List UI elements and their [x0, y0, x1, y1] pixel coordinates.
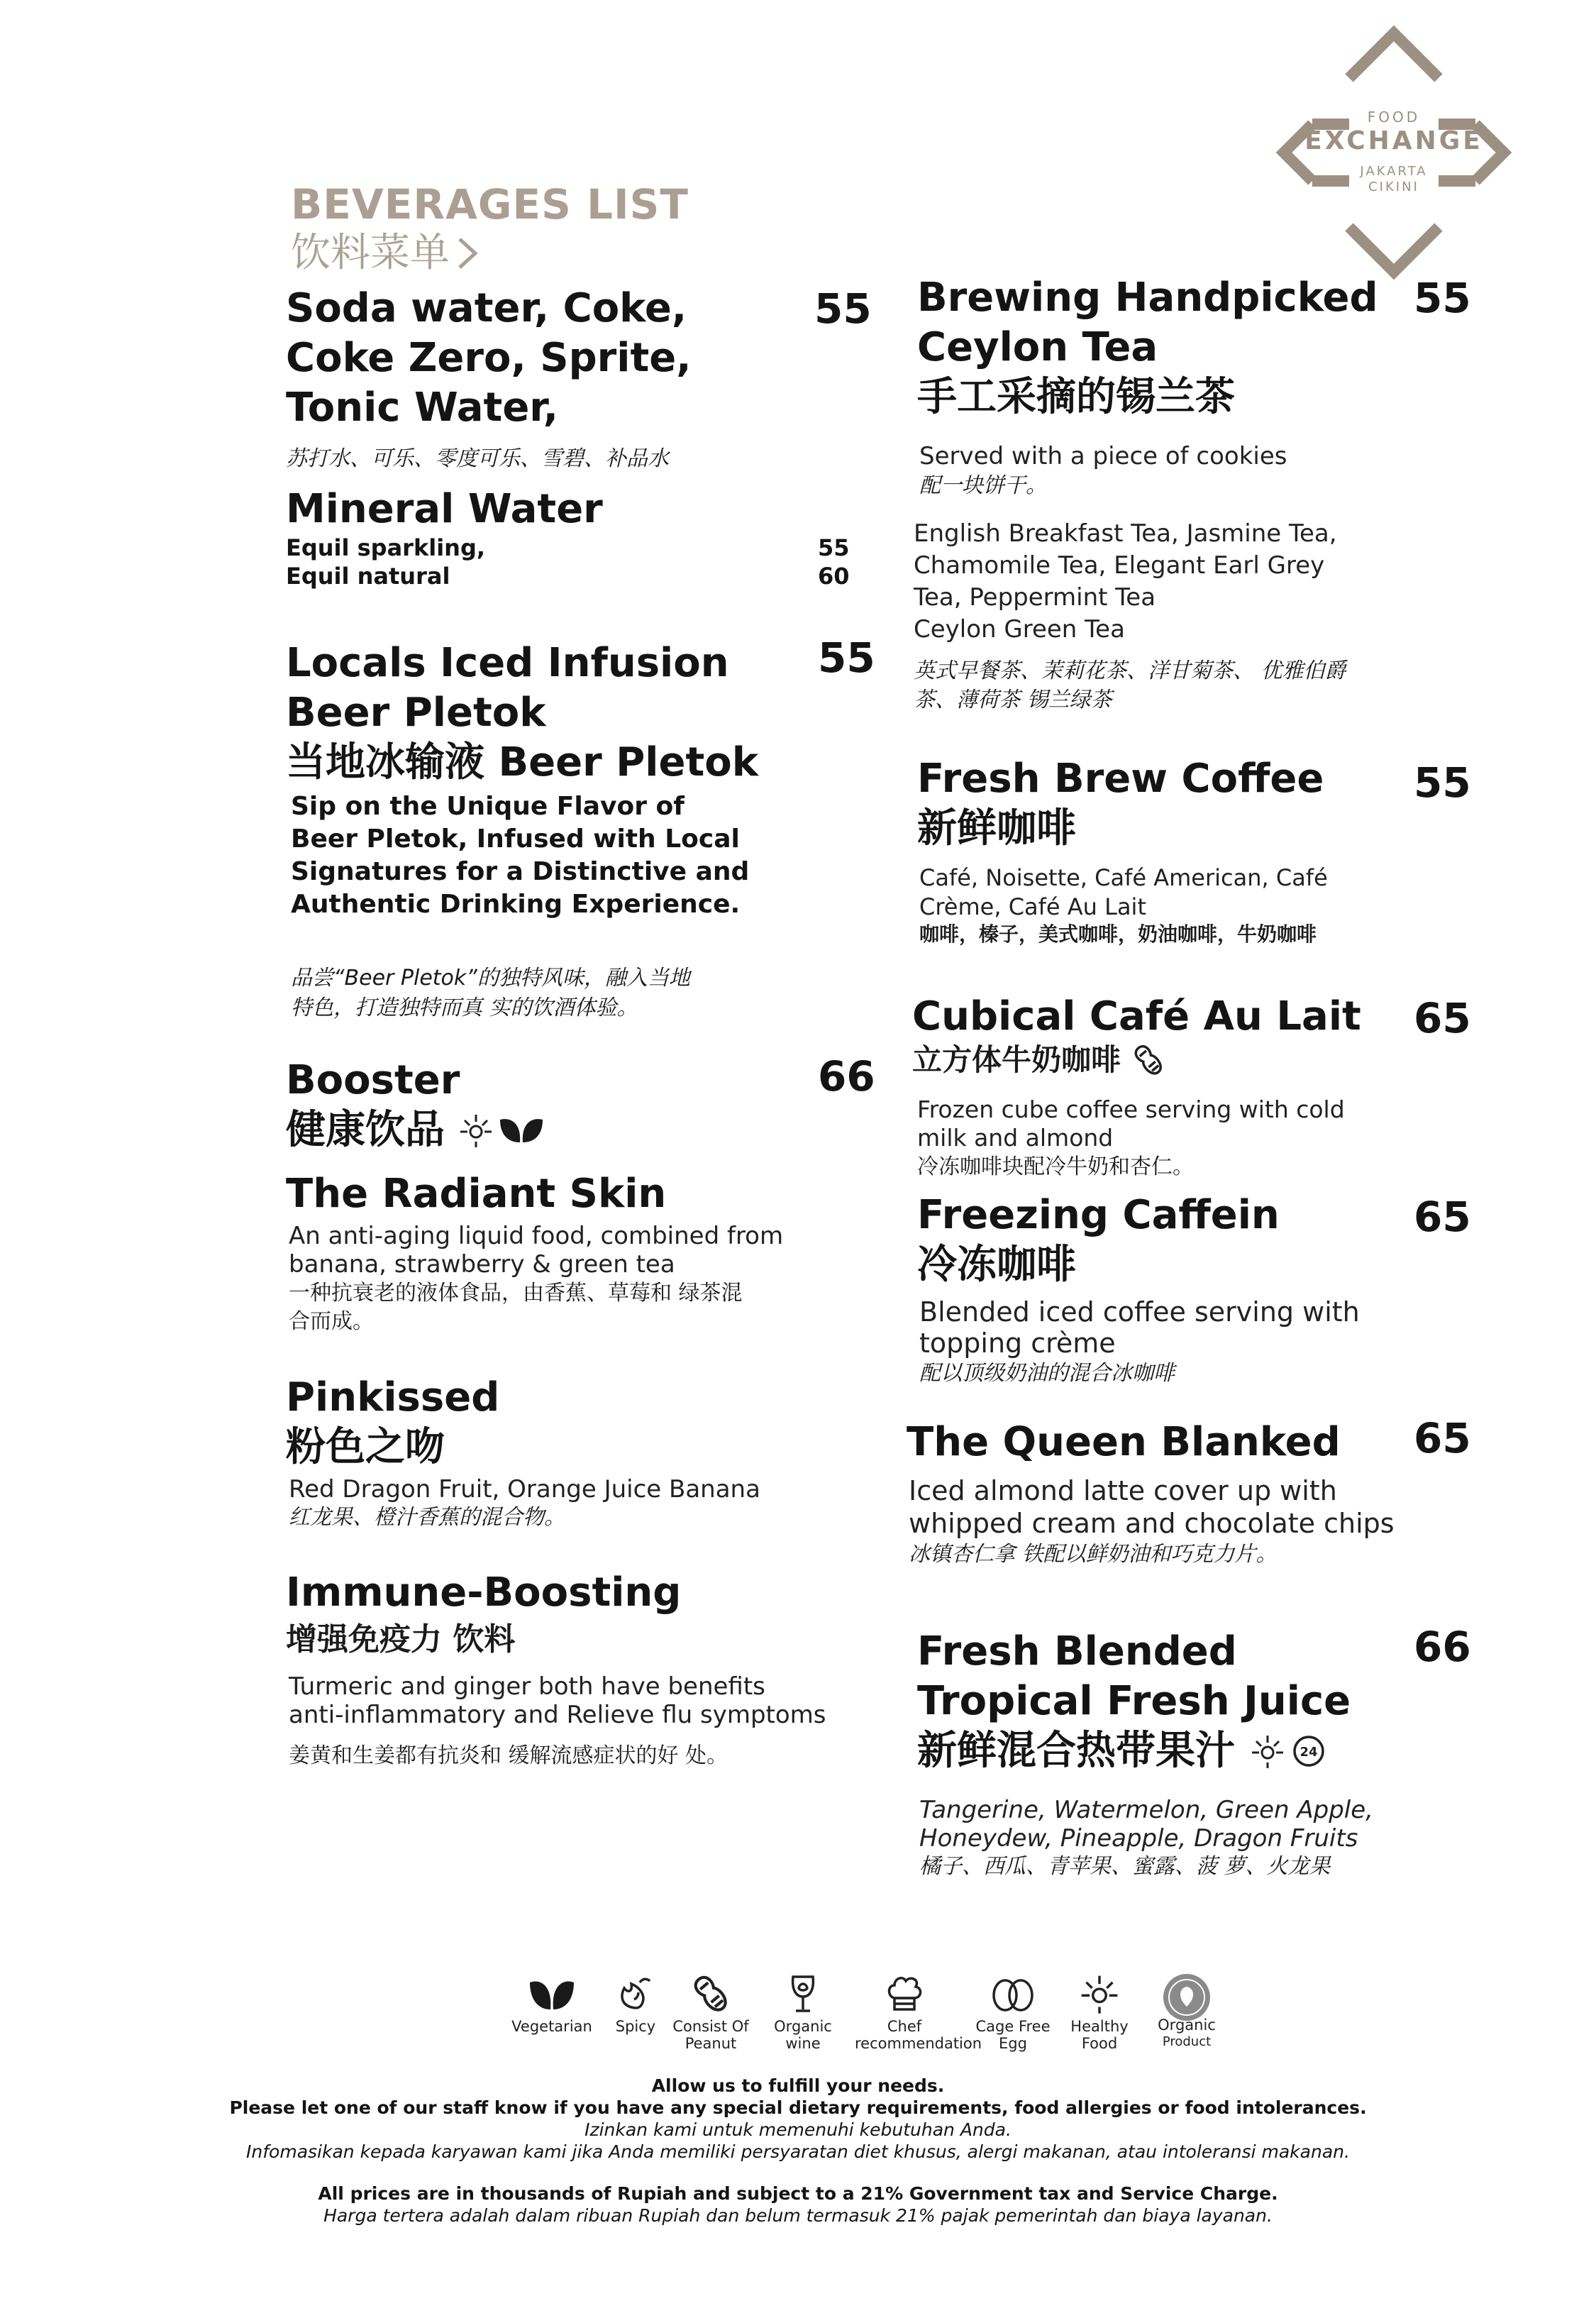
legend-egg-label-1: Cage Free [975, 2018, 1051, 2035]
legend-peanut-label-1: Consist Of [672, 2018, 749, 2035]
freezing-zh-2: 配以顶级奶油的混合冰咖啡 [919, 1361, 1175, 1386]
radiant-name: The Radiant Skin [286, 1171, 667, 1217]
legend-peanut [661, 1973, 760, 2052]
footer-line-2: Please let one of our staff know if you have any special dietary requirements, food allergies or food intolerances. [229, 2097, 1367, 2118]
egg-icon [988, 1973, 1038, 2015]
peanut-icon [689, 1973, 732, 2015]
booster-price: 66 [818, 1052, 875, 1100]
juice-name-1: Fresh Blended [917, 1628, 1237, 1675]
coffee-desc-2: Crème, Café Au Lait [919, 893, 1146, 920]
soda-zh: 苏打水、可乐、零度可乐、雪碧、补品水 [286, 446, 669, 471]
legend-healthy-label-1: Healthy [1070, 2018, 1129, 2035]
footer-line-3: Izinkan kami untuk memenuhi kebutuhan Anda. [584, 2119, 1012, 2140]
locals-desc-2: Beer Pletok, Infused with Local [291, 824, 740, 854]
immune-desc-1: Turmeric and ginger both have benefits [289, 1672, 765, 1701]
logo-line1: FOOD [1367, 109, 1421, 126]
queen-name: The Queen Blanked [907, 1419, 1341, 1465]
footer-line-6: Harga tertera adalah dalam ribuan Rupiah dan belum termasuk 21% pajak pemerintah dan biaya layanan. [323, 2205, 1273, 2226]
cubical-desc-2: milk and almond [917, 1124, 1114, 1152]
24-hour-icon [1290, 1733, 1327, 1770]
tea-zh-1: 英式早餐茶、茉莉花茶、洋甘菊茶、 优雅伯爵 [914, 658, 1346, 683]
juice-price: 66 [1414, 1623, 1471, 1671]
pinkissed-desc: Red Dragon Fruit, Orange Juice Banana [289, 1475, 760, 1504]
legend-egg-label-2: Egg [999, 2035, 1027, 2052]
organic-wine-icon [782, 1973, 824, 2015]
page-subtitle-text: 饮料菜单 [291, 230, 450, 276]
legend-organic-wine-label-1: Organic [774, 2018, 832, 2035]
legend-spicy-label: Spicy [615, 2018, 656, 2035]
footer-line-4: Infomasikan kepada karyawan kami jika Anda memiliki persyaratan diet khusus, alergi makanan, atau intoleransi makanan. [246, 2141, 1350, 2162]
locals-desc-3: Signatures for a Distinctive and [291, 857, 750, 886]
tea-name-1: Brewing Handpicked [917, 275, 1378, 321]
page-title: BEVERAGES LIST [291, 180, 689, 228]
radiant-zh-1: 一种抗衰老的液体食品，由香蕉、草莓和 绿茶混 [289, 1281, 743, 1306]
legend-egg [963, 1973, 1063, 2052]
mineral-option-1: Equil sparkling, [286, 534, 486, 561]
chevron-right-icon [455, 233, 480, 273]
soda-name-3: Tonic Water, [286, 385, 558, 431]
booster-zh-row [286, 1105, 545, 1155]
radiant-desc-1: An anti-aging liquid food, combined from [289, 1222, 784, 1250]
mineral-name: Mineral Water [286, 486, 603, 532]
coffee-desc-1: Café, Noisette, Café American, Café [919, 864, 1328, 891]
coffee-price: 55 [1414, 758, 1471, 807]
freezing-name: Freezing Caffein [917, 1192, 1280, 1238]
locals-desc-1: Sip on the Unique Flavor of [291, 792, 685, 821]
legend-vegetarian-label: Vegetarian [511, 2018, 592, 2035]
radiant-zh-2: 合而成。 [289, 1309, 374, 1334]
healthy-food-icon [458, 1112, 494, 1149]
mineral-price-1: 55 [818, 534, 850, 561]
cubical-desc-1: Frozen cube coffee serving with cold [917, 1096, 1345, 1123]
coffee-zh-2: 咖啡，榛子，美式咖啡，奶油咖啡，牛奶咖啡 [919, 922, 1317, 946]
vegetarian-icon [497, 1114, 545, 1147]
legend-chef-label-2: recommendation [855, 2035, 982, 2052]
tea-price: 55 [1414, 274, 1471, 322]
cubical-zh: 立方体牛奶咖啡 [912, 1042, 1121, 1077]
locals-zh-1: 品尝“Beer Pletok”的独特风味，融入当地 [291, 966, 690, 991]
juice-desc-1: Tangerine, Watermelon, Green Apple, [919, 1796, 1373, 1824]
vegetarian-icon [527, 1973, 577, 2015]
tea-list-4: Ceylon Green Tea [914, 615, 1125, 644]
mineral-option-2: Equil natural [286, 563, 450, 590]
logo [1270, 25, 1518, 280]
pinkissed-zh-2: 红龙果、橙汁香蕉的混合物。 [289, 1505, 565, 1530]
freezing-desc-1: Blended iced coffee serving with [919, 1296, 1360, 1328]
tea-name-3: 手工采摘的锡兰茶 [917, 374, 1235, 420]
legend-organic-wine-label-2: wine [785, 2035, 821, 2052]
locals-name-2: Beer Pletok [286, 690, 546, 736]
juice-zh-2: 橘子、西瓜、青苹果、蜜露、菠 萝、火龙果 [919, 1854, 1331, 1879]
page-subtitle [291, 228, 480, 278]
cubical-zh-row [912, 1040, 1166, 1080]
cubical-name: Cubical Café Au Lait [912, 993, 1361, 1039]
healthy-food-icon [1078, 1973, 1121, 2015]
locals-zh-2: 特色，打造独特而真 实的饮酒体验。 [291, 995, 638, 1020]
logo-line4: CIKINI [1368, 180, 1419, 194]
healthy-food-icon [1249, 1733, 1286, 1770]
soda-name-1: Soda water, Coke, [286, 285, 687, 331]
legend-organic-product-label-2: Product [1162, 2034, 1212, 2049]
locals-price: 55 [818, 634, 875, 682]
footer-line-5: All prices are in thousands of Rupiah and subject to a 21% Government tax and Service Charge. [318, 2183, 1278, 2204]
tea-zh: 配一块饼干。 [919, 473, 1047, 498]
immune-zh: 增强免疫力 饮料 [286, 1621, 516, 1657]
locals-desc-4: Authentic Drinking Experience. [291, 890, 741, 919]
queen-desc-2: whipped cream and chocolate chips [909, 1508, 1395, 1539]
freezing-desc-2: topping crème [919, 1328, 1116, 1359]
tea-desc: Served with a piece of cookies [919, 442, 1287, 470]
footer-line-1: Allow us to fulfill your needs. [651, 2075, 945, 2096]
pinkissed-name: Pinkissed [286, 1374, 500, 1420]
tea-list-3: Tea, Peppermint Tea [914, 583, 1156, 612]
tea-zh-2: 茶、薄荷茶 锡兰绿茶 [914, 688, 1112, 712]
legend-organic-product [1137, 1973, 1236, 2051]
booster-name: Booster [286, 1057, 460, 1103]
coffee-name: Fresh Brew Coffee [917, 756, 1324, 802]
legend-peanut-label-2: Peanut [685, 2035, 737, 2052]
legend-chef [855, 1973, 982, 2052]
radiant-desc-2: banana, strawberry & green tea [289, 1250, 675, 1279]
queen-price: 65 [1414, 1414, 1471, 1462]
svg-text:24: 24 [1299, 1745, 1318, 1760]
logo-line2: EXCHANGE [1304, 126, 1483, 155]
soda-name-2: Coke Zero, Sprite, [286, 335, 692, 381]
cubical-price: 65 [1414, 994, 1471, 1042]
juice-zh: 新鲜混合热带果汁 [917, 1728, 1235, 1774]
tea-list-1: English Breakfast Tea, Jasmine Tea, [914, 519, 1337, 548]
legend-organic-product-label-1: Organic [1158, 2017, 1216, 2034]
booster-zh: 健康饮品 [286, 1107, 445, 1153]
mineral-price-2: 60 [818, 563, 850, 590]
chef-hat-icon [883, 1973, 926, 2015]
locals-name-1: Locals Iced Infusion [286, 640, 729, 686]
legend-healthy-label-2: Food [1081, 2035, 1118, 2052]
pinkissed-zh: 粉色之吻 [286, 1424, 445, 1470]
immune-desc-2: anti-inflammatory and Relieve flu symptoms [289, 1701, 826, 1729]
legend-organic-wine [753, 1973, 853, 2052]
tea-list-2: Chamomile Tea, Elegant Earl Grey [914, 551, 1325, 580]
cubical-zh-2: 冷冻咖啡块配冷牛奶和杏仁。 [917, 1154, 1194, 1179]
juice-name-2: Tropical Fresh Juice [917, 1678, 1351, 1724]
locals-name-3: 当地冰输液 Beer Pletok [286, 739, 758, 785]
queen-desc-1: Iced almond latte cover up with [909, 1475, 1337, 1506]
immune-zh-2: 姜黄和生姜都有抗炎和 缓解流感症状的好 处。 [289, 1743, 728, 1768]
tea-name-2: Ceylon Tea [917, 324, 1158, 370]
queen-zh: 冰镇杏仁拿 铁配以鲜奶油和巧克力片。 [909, 1542, 1278, 1567]
juice-zh-row [917, 1726, 1327, 1776]
immune-name: Immune-Boosting [286, 1569, 682, 1616]
juice-desc-2: Honeydew, Pineapple, Dragon Fruits [919, 1824, 1358, 1853]
peanut-icon [1131, 1042, 1166, 1078]
soda-price: 55 [814, 285, 872, 333]
freezing-zh: 冷冻咖啡 [917, 1242, 1076, 1288]
legend-healthy [1050, 1973, 1149, 2052]
freezing-price: 65 [1414, 1193, 1471, 1241]
logo-line3: JAKARTA [1360, 164, 1428, 179]
spicy-icon [614, 1973, 657, 2015]
organic-product-icon [1162, 1973, 1212, 2022]
legend-chef-label-1: Chef [887, 2018, 922, 2035]
coffee-zh: 新鲜咖啡 [917, 805, 1076, 851]
